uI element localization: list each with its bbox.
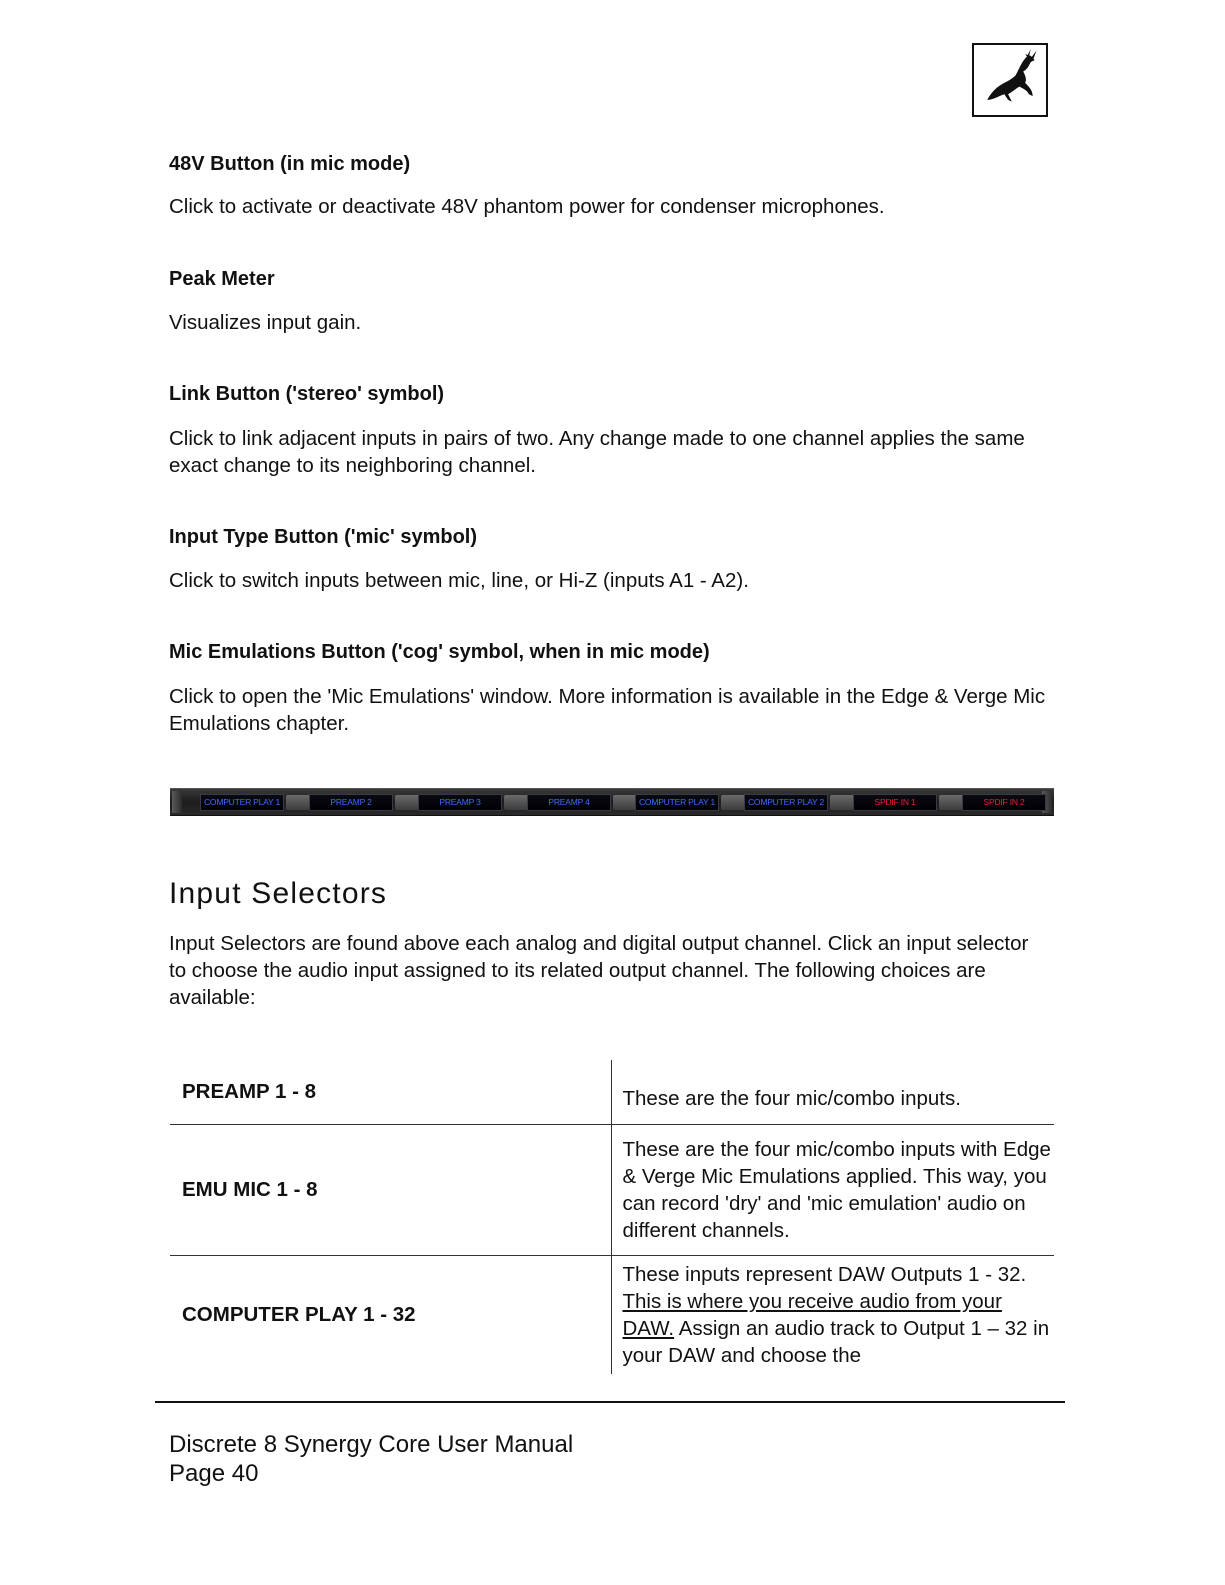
input-selector-slot[interactable]: SPDIF IN 2 bbox=[962, 794, 1046, 811]
section-heading-48v: 48V Button (in mic mode) bbox=[169, 153, 411, 175]
input-desc-cell: These are the four mic/combo inputs. bbox=[611, 1060, 1054, 1125]
table-row bbox=[170, 1125, 1054, 1256]
desc-underlined-text: This is where you receive audio from your DAW. bbox=[622, 1290, 1002, 1340]
input-selector-slot[interactable]: SPDIF IN 1 bbox=[853, 794, 937, 811]
footer-page-number: Page 40 bbox=[169, 1460, 259, 1487]
section-heading-link-button: Link Button ('stereo' symbol) bbox=[169, 383, 445, 405]
input-selector-slot[interactable]: COMPUTER PLAY 1 bbox=[635, 794, 719, 811]
input-selectors-intro: Input Selectors are found above each analog and digital output channel. Click an input selector to choose the audio input assigned to its related output channel. The following choices are available: bbox=[169, 932, 1029, 1009]
input-selector-slot[interactable]: PREAMP 3 bbox=[418, 794, 502, 811]
page-footer bbox=[169, 1430, 573, 1488]
input-name-cell: PREAMP 1 - 8 bbox=[170, 1060, 611, 1125]
section-heading-peak-meter: Peak Meter bbox=[169, 268, 275, 290]
antelope-logo-icon bbox=[972, 43, 1048, 117]
input-name-cell: COMPUTER PLAY 1 - 32 bbox=[182, 1303, 416, 1326]
input-name-cell: EMU MIC 1 - 8 bbox=[170, 1125, 611, 1256]
input-desc-cell bbox=[611, 1256, 1054, 1375]
input-selector-slot[interactable]: COMPUTER PLAY 2 bbox=[744, 794, 828, 811]
input-selector-slot[interactable]: PREAMP 4 bbox=[527, 794, 611, 811]
input-desc-cell: These are the four mic/combo inputs with Edge & Verge Mic Emulations applied. This way, you can record 'dry' and 'mic emulation' audio on different channels. bbox=[611, 1125, 1054, 1256]
section-heading-input-type: Input Type Button ('mic' symbol) bbox=[169, 526, 478, 548]
input-selector-slot[interactable]: COMPUTER PLAY 1 bbox=[200, 794, 284, 811]
table-row bbox=[170, 1060, 1054, 1125]
footer-divider bbox=[155, 1401, 1065, 1403]
input-selector-strip bbox=[170, 788, 1054, 816]
input-choices-table bbox=[170, 1060, 1054, 1374]
section-body-peak-meter: Visualizes input gain. bbox=[169, 311, 362, 334]
table-row bbox=[170, 1256, 1054, 1375]
strip-end-cap bbox=[172, 791, 182, 813]
section-body-mic-emulations: Click to open the 'Mic Emulations' window. More information is available in the Edge & Verge Mic Emulations chapter. bbox=[169, 685, 1046, 735]
section-heading-mic-emulations: Mic Emulations Button ('cog' symbol, when in mic mode) bbox=[169, 641, 710, 663]
page-section-title: Input Selectors bbox=[169, 877, 388, 910]
section-body-48v: Click to activate or deactivate 48V phantom power for condenser microphones. bbox=[169, 195, 885, 218]
input-selector-slot[interactable]: PREAMP 2 bbox=[309, 794, 393, 811]
desc-text: Assign an audio track to Output 1 – 32 in your DAW and choose the bbox=[622, 1317, 1050, 1367]
section-body-input-type: Click to switch inputs between mic, line, or Hi-Z (inputs A1 - A2). bbox=[169, 569, 749, 592]
footer-manual-title: Discrete 8 Synergy Core User Manual bbox=[169, 1431, 574, 1458]
desc-text: These inputs represent DAW Outputs 1 - 32. bbox=[622, 1263, 1027, 1286]
section-body-link-button: Click to link adjacent inputs in pairs of two. Any change made to one channel applies the same exact change to its neighboring channel. bbox=[169, 427, 1025, 477]
